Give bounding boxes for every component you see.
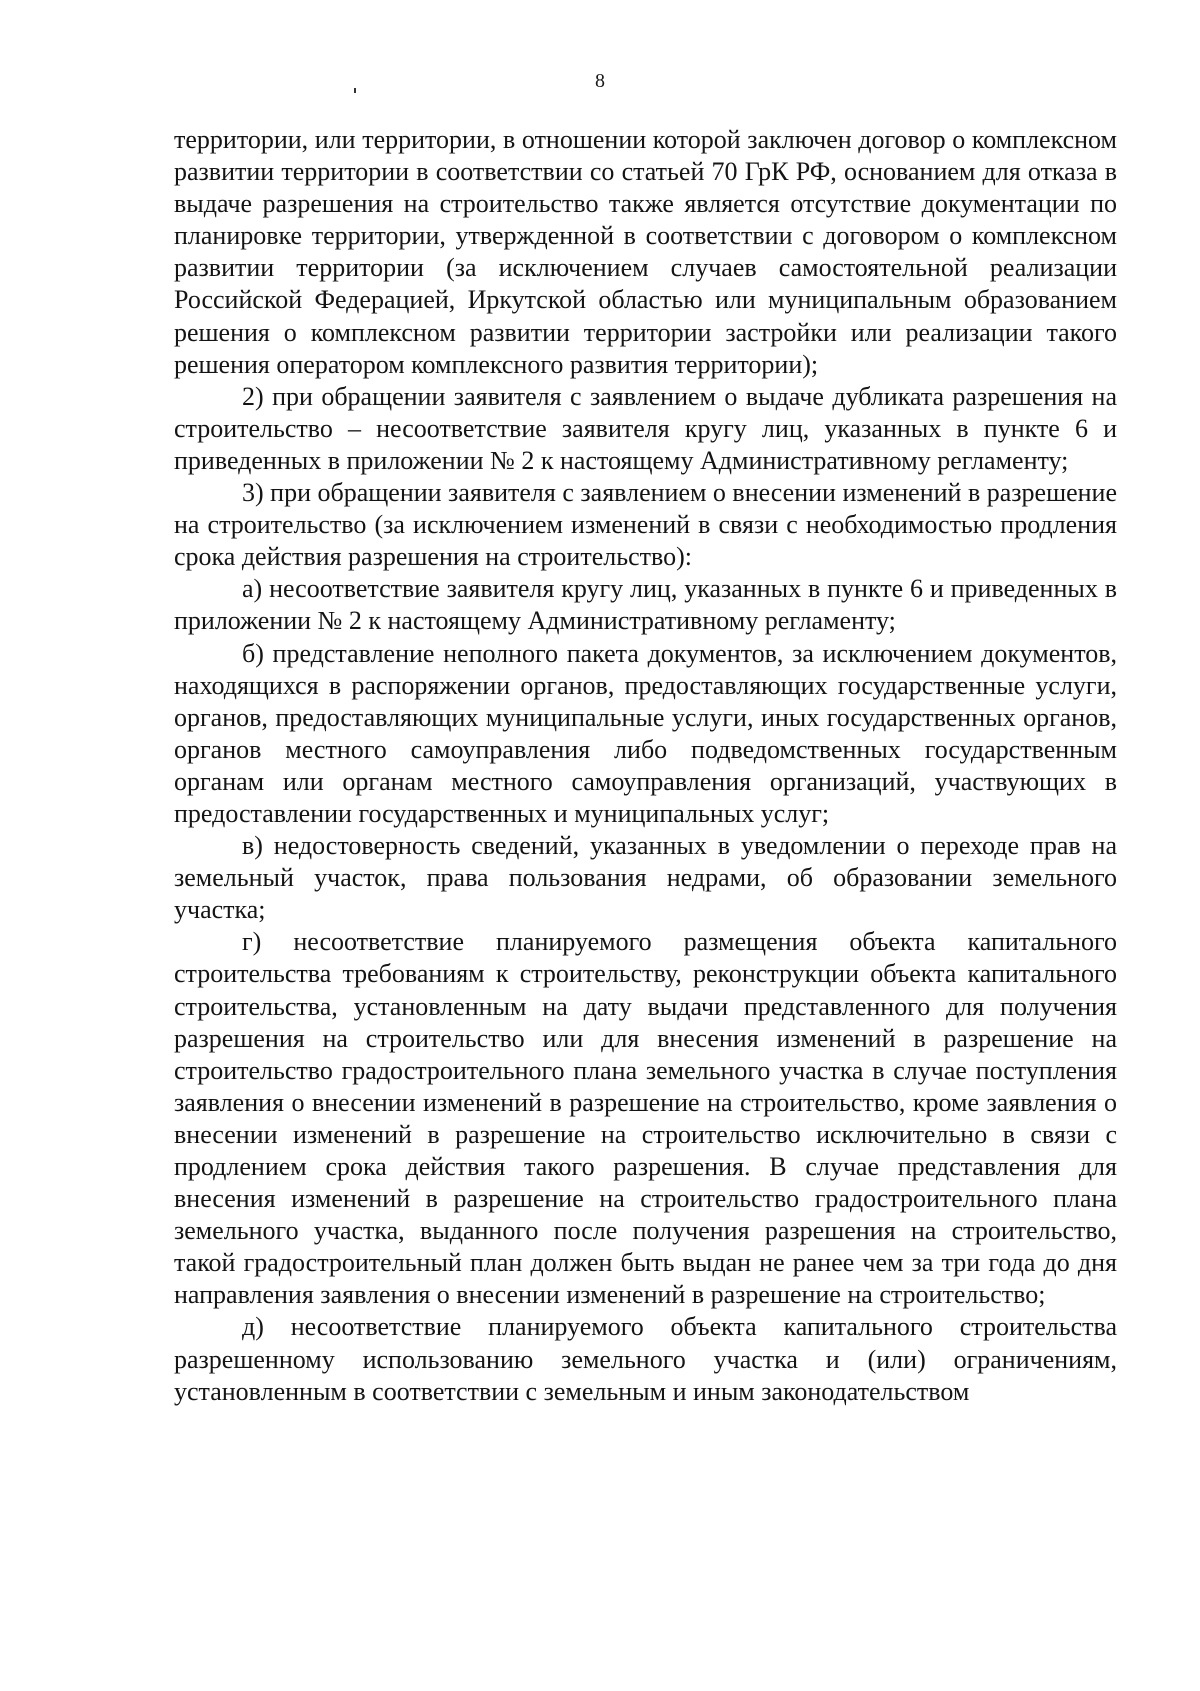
paragraph-subitem-d: д) несоответствие планируемого объекта капитального строительства разрешенному использованию земельного участка и (или) ограничениям, установленным в соответствии с земельным и иным законодательством (174, 1312, 1117, 1406)
paragraph-item-2: 2) при обращении заявителя с заявлением о выдаче дубликата разрешения на строительство – несоответствие заявителя кругу лиц, указанных в пункте 6 и приведенных в приложении № 2 к настоящему Административному регламенту; (174, 381, 1117, 475)
scan-mark (354, 88, 356, 93)
paragraph-subitem-g: г) несоответствие планируемого размещения объекта капитального строительства требованиям к строительству, реконструкции объекта капитального строительства, установленным на дату выдачи представленного для получения разрешения на строительство или для внесения изменений в разрешение на строительство градостроительного плана земельного участка в случае поступления заявления о внесении изменений в разрешение на строительство, кроме заявления о внесении изменений в разрешение на строительство исключительно в связи с продлением срока действия такого разрешения. В случае представления для внесения изменений в разрешение на строительство градостроительного плана земельного участка, выданного после получения разрешения на строительство, такой градостроительный план должен быть выдан не ранее чем за три года до дня направления заявления о внесении изменений в разрешение на строительство; (174, 927, 1117, 1310)
paragraph-subitem-v: в) недостоверность сведений, указанных в уведомлении о переходе прав на земельный участок, права пользования недрами, об образовании земельного участка; (174, 831, 1117, 925)
paragraph-item-3: 3) при обращении заявителя с заявлением о внесении изменений в разрешение на строительство (за исключением изменений в связи с необходимостью продления срока действия разрешения на строительство): (174, 478, 1118, 572)
paragraph-continuation: территории, или территории, в отношении которой заключен договор о комплексном развитии территории в соответствии со статьей 70 ГрК РФ, основанием для отказа в выдаче разрешения на строительство также является отсутствие документации по планировке территории, утвержденной в соответствии с договором о комплексном развитии территории (за исключением случаев самостоятельной реализации Российской Федерацией, Иркутской областью или муниципальным образованием решения о комплексном развитии территории застройки или реализации такого решения оператором комплексного развития территории); (174, 125, 1117, 379)
page-number: 8 (595, 70, 605, 92)
paragraph-subitem-a: а) несоответствие заявителя кругу лиц, указанных в пункте 6 и приведенных в приложении № 2 к настоящему Административному регламенту; (174, 574, 1117, 636)
paragraph-subitem-b: б) представление неполного пакета документов, за исключением документов, находящихся в распоряжении органов, предоставляющих государственные услуги, органов, предоставляющих муниципальные услуги, иных государственных органов, органов местного самоуправления либо подведомственных государственным органам или органам местного самоуправления организаций, участвующих в предоставлении государственных и муниципальных услуг; (174, 638, 1117, 828)
document-body (174, 124, 1117, 1408)
